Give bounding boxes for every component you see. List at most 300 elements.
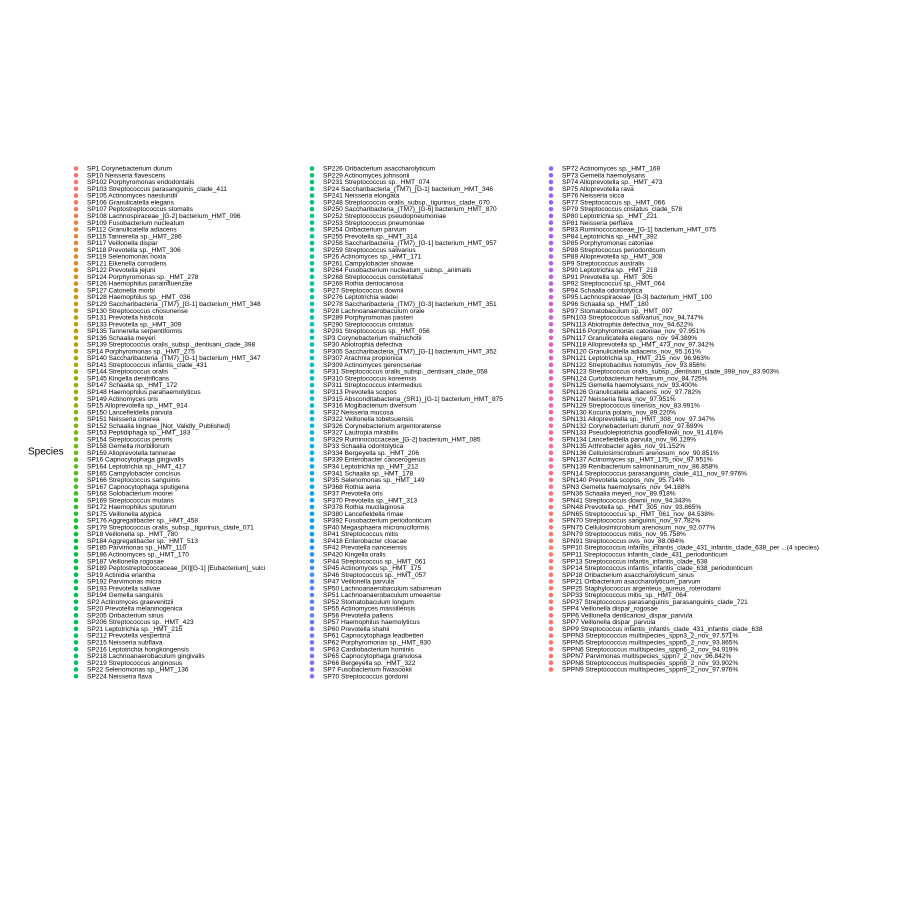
legend-label-1-74: SP7 Fusobacterium hwasookii [323,666,412,674]
legend-label-0-46: SP166 Streptococcus sanguinis [87,477,181,485]
legend-label-0-52: SP176 Aggregatibacter sp._HMT_458 [87,517,199,525]
legend-label-0-41: SP158 Gemella morbillorum [87,443,170,451]
legend-label-1-42: SP334 Bergeyella sp._HMT_206 [323,449,420,457]
legend-label-2-17: SP92 Streptococcus sp._HMT_064 [562,280,665,288]
legend-label-2-6: SP79 Streptococcus cristatus_clade_578 [562,206,683,214]
legend-label-2-35: SPN129 Streptococcus sinensis_nov_83.991% [562,402,700,410]
legend-label-0-17: SP126 Haemophilus parainfluenzae [87,280,193,288]
legend-key-2-56 [549,545,554,550]
legend-key-2-7 [549,214,554,219]
legend-key-1-73 [310,660,315,665]
legend-key-2-14 [549,261,554,266]
legend-label-1-59: SP45 Actinomyces sp._HMT_175 [323,565,422,573]
legend-key-1-16 [310,275,315,280]
legend-key-0-50 [74,505,79,510]
legend-label-1-60: SP46 Streptococcus sp._HMT_057 [323,571,426,579]
legend-label-2-30: SPN123 Streptococcus oralis_subsp._dentisani_clade_398_nov_83.903% [562,368,780,376]
legend-label-0-12: SP118 Prevotella sp._HMT_306 [87,246,181,254]
legend-key-2-31 [549,376,554,381]
legend-key-2-69 [549,633,554,638]
legend-label-2-33: SPN126 Granulicatella adiacens_nov_97.782% [562,389,701,397]
legend-label-1-47: SP368 Rothia aeria [323,483,381,491]
legend-key-0-47 [74,484,79,489]
legend-key-0-20 [74,302,79,307]
legend-key-2-9 [549,227,554,232]
legend-key-0-37 [74,417,79,422]
legend-key-2-22 [549,315,554,320]
legend-label-2-60: SPP18 Oribacterium asaccharolyticum_sinus [562,571,694,579]
legend-label-2-36: SPN130 Kocuria polaris_nov_89.220% [562,409,676,417]
legend-key-1-22 [310,315,315,320]
legend-key-1-65 [310,606,315,611]
legend-label-2-11: SP85 Porphyromonas catoniae [562,240,654,248]
legend-key-1-19 [310,295,315,300]
legend-key-0-3 [74,187,79,192]
legend-key-2-10 [549,234,554,239]
legend-key-1-68 [310,627,315,632]
legend-label-2-2: SP74 Alloprevotella sp._HMT_473 [562,179,663,187]
legend-label-2-27: SPN120 Granulicatella adiacens_nov_95.161% [562,348,701,356]
legend-label-0-62: SP193 Prevotella salivae [87,585,161,593]
legend-label-1-17: SP269 Rothia dentocariosa [323,280,404,288]
legend-label-0-18: SP127 Catonella morbi [87,287,155,295]
legend-key-2-26 [549,342,554,347]
legend-label-2-37: SPN131 Alloprevotella sp._HMT_308_nov_97.347% [562,416,715,424]
legend-label-0-33: SP148 Haemophilus parahaemolyticus [87,389,201,397]
legend-key-1-15 [310,268,315,273]
legend-label-0-16: SP124 Porphyromonas sp._HMT_278 [87,273,199,281]
legend-label-0-71: SP216 Leptotrichia hongkongensis [87,646,189,654]
legend-label-0-0: SP1 Corynebacterium durum [87,165,173,173]
legend-key-1-45 [310,471,315,476]
legend-key-0-68 [74,627,79,632]
legend-label-1-1: SP229 Actinomyces johnsonii [323,172,410,180]
legend-key-1-33 [310,390,315,395]
legend-label-2-13: SP89 Alloprevotella sp._HMT_308 [562,253,663,261]
legend-key-1-43 [310,457,315,462]
legend-label-2-69: SPPN3 Streptococcus multispecies_sppn3_2_nov_97.571% [562,632,739,640]
legend-label-1-5: SP248 Streptococcus oralis_subsp._tigurinus_clade_070 [323,199,490,207]
legend-key-0-30 [74,369,79,374]
legend-label-0-47: SP167 Capnocytophaga sputigena [87,483,189,491]
legend-label-2-29: SPN122 Streptobacillus notomytis_nov_93.856% [562,361,706,369]
legend-label-2-61: SPP21 Oribacterium asaccharolyticum_parvum [562,578,701,586]
legend-label-1-37: SP322 Veillonella tobetsuensis [323,416,414,424]
legend-label-0-32: SP147 Schaalia sp._HMT_172 [87,382,178,390]
legend-key-0-69 [74,633,79,638]
legend-key-2-74 [549,667,554,672]
legend-key-2-48 [549,491,554,496]
legend-label-0-72: SP218 Lachnoanaerobaculum gingivalis [87,653,205,661]
legend-label-2-28: SPN121 Leptotrichia sp._HMT_215_nov_96.963% [562,355,710,363]
legend-label-1-75: SP70 Streptococcus gordonii [323,673,409,681]
legend-label-2-32: SPN125 Gemella haemolysans_nov_93.400% [562,382,698,390]
legend-key-0-42 [74,451,79,456]
legend-label-0-57: SP186 Actinomyces sp._HMT_170 [87,551,189,559]
legend-key-0-41 [74,444,79,449]
legend-label-2-21: SP97 Stomatobaculum sp._HMT_097 [562,307,673,315]
legend-key-2-16 [549,275,554,280]
legend-label-1-2: SP231 Streptococcus sp._HMT_074 [323,179,430,187]
legend-key-0-67 [74,620,79,625]
legend-label-1-10: SP255 Prevotella sp._HMT_314 [323,233,418,241]
legend-key-0-64 [74,599,79,604]
legend-label-2-3: SP75 Alloprevotella rava [562,185,634,193]
legend-label-0-40: SP154 Streptococcus peroris [87,436,173,444]
legend-key-1-5 [310,200,315,205]
legend-label-0-35: SP15 Alloprevotella sp._HMT_914 [87,402,188,410]
legend-label-2-41: SPN135 Arthrobacter agilis_nov_91.152% [562,443,686,451]
legend-label-0-44: SP164 Leptotrichia sp._HMT_417 [87,463,186,471]
legend-key-2-40 [549,437,554,442]
legend-key-0-9 [74,227,79,232]
legend-key-2-70 [549,640,554,645]
legend-key-0-23 [74,322,79,327]
legend-key-0-49 [74,498,79,503]
legend-label-1-69: SP61 Capnocytophaga leadbetteri [323,632,424,640]
legend-label-2-19: SP95 Lachnospiraceae_[G-3] bacterium_HMT_100 [562,294,712,302]
legend-label-0-75: SP224 Neisseria flava [87,673,152,681]
legend-label-2-67: SPP7 Veillonella dispar_parvula [562,619,656,627]
legend-key-1-7 [310,214,315,219]
legend-label-1-36: SP32 Neisseria mucosa [323,409,394,417]
legend-label-0-27: SP14 Porphyromonas sp._HMT_275 [87,348,195,356]
legend-label-0-1: SP10 Neisseria flavescens [87,172,166,180]
legend-key-0-60 [74,572,79,577]
legend-key-1-58 [310,559,315,564]
legend-label-2-71: SPPN6 Streptococcus multispecies_sppn6_2_nov_94.919% [562,646,739,654]
legend-label-2-38: SPN132 Corynebacterium durum_nov_97.699% [562,422,704,430]
legend-key-1-64 [310,599,315,604]
legend-label-2-65: SPP4 Veillonella dispar_rogosae [562,605,658,613]
legend-key-1-11 [310,241,315,246]
legend-key-1-36 [310,410,315,415]
legend-key-2-47 [549,484,554,489]
legend-label-0-31: SP145 Kingella denitrificans [87,375,170,383]
legend-key-1-69 [310,633,315,638]
legend-key-0-0 [74,166,79,171]
legend-key-0-16 [74,275,79,280]
legend-label-1-49: SP370 Prevotella sp._HMT_313 [323,497,418,505]
legend-key-0-32 [74,383,79,388]
legend-key-0-27 [74,349,79,354]
legend-key-2-32 [549,383,554,388]
legend-key-0-35 [74,403,79,408]
legend-label-0-36: SP150 Lancefieldella parvula [87,409,173,417]
legend-label-0-69: SP212 Prevotella vespertina [87,632,171,640]
legend-label-1-11: SP258 Saccharibacteria_(TM7)_[G-1] bacterium_HMT_957 [323,240,497,248]
legend-key-0-31 [74,376,79,381]
legend-label-1-7: SP252 Streptococcus pseudopneumoniae [323,212,447,220]
legend-label-1-68: SP60 Prevotella shahii [323,625,390,633]
legend-label-1-56: SP42 Prevotella nanceiensis [323,544,407,552]
legend-key-1-59 [310,566,315,571]
legend-key-0-62 [74,586,79,591]
legend-key-1-25 [310,335,315,340]
legend-key-0-48 [74,491,79,496]
legend-label-0-55: SP184 Aggregatibacter sp._HMT_513 [87,537,199,545]
legend-key-2-3 [549,187,554,192]
legend-label-2-22: SPN103 Streptococcus salivarius_nov_94.747% [562,314,704,322]
legend-label-1-63: SP51 Lachnoanaerobaculum umeaense [323,592,441,600]
legend-label-1-30: SP31 Streptococcus oralis_subsp._dentisani_clade_058 [323,368,488,376]
legend-label-1-3: SP24 Saccharibacteria_(TM7)_[G-1] bacterium_HMT_346 [323,185,494,193]
legend-key-1-49 [310,498,315,503]
legend-key-1-14 [310,261,315,266]
legend-label-0-73: SP219 Streptococcus anginosus [87,659,183,667]
legend-key-0-56 [74,545,79,550]
legend-label-1-58: SP44 Streptococcus sp._HMT_061 [323,558,426,566]
legend-label-0-43: SP16 Capnocytophaga gingivalis [87,456,184,464]
legend-key-1-3 [310,187,315,192]
legend-label-0-38: SP152 Schaalia lingnae_[Not_Validly_Published] [87,422,230,430]
legend-key-2-37 [549,417,554,422]
legend-key-2-29 [549,363,554,368]
legend-key-0-65 [74,606,79,611]
legend-label-2-44: SPN139 Renibacterium salmoninarum_nov_86.858% [562,463,719,471]
legend-key-2-18 [549,288,554,293]
legend-key-2-49 [549,498,554,503]
legend-key-0-36 [74,410,79,415]
legend-label-1-16: SP268 Streptococcus constellatus [323,273,424,281]
legend-key-2-5 [549,200,554,205]
legend-label-1-39: SP327 Lautropia mirabilis [323,429,399,437]
legend-key-2-52 [549,518,554,523]
legend-key-2-62 [549,586,554,591]
legend-label-2-56: SPP10 Streptococcus infantis_infantis_clade_431_infantis_clade_638_per ...(4 species) [562,544,819,552]
legend-label-2-58: SPP13 Streptococcus infantis_infantis_clade_638 [562,558,708,566]
legend-label-1-73: SP66 Bergeyella sp._HMT_322 [323,659,416,667]
legend-title: Species [28,446,64,458]
legend-label-1-31: SP310 Streptococcus koreensis [323,375,417,383]
legend-label-0-2: SP102 Porphyromonas endodontalis [87,179,195,187]
legend-key-2-35 [549,403,554,408]
legend-key-1-62 [310,586,315,591]
legend-key-1-42 [310,451,315,456]
legend-label-2-9: SP83 Ruminococcaceae_[G-1] bacterium_HMT_075 [562,226,716,234]
legend-key-1-75 [310,674,315,679]
legend-key-1-67 [310,620,315,625]
legend-key-1-2 [310,180,315,185]
legend-key-1-41 [310,444,315,449]
legend-label-1-51: SP380 Lancefieldella rimae [323,510,404,518]
legend-key-0-45 [74,471,79,476]
legend-label-0-49: SP169 Streptococcus mutans [87,497,174,505]
legend-label-1-33: SP313 Prevotella scopos [323,389,397,397]
legend-key-0-18 [74,288,79,293]
legend-key-2-24 [549,329,554,334]
legend-key-1-72 [310,654,315,659]
legend-key-1-60 [310,572,315,577]
legend-label-2-24: SPN116 Porphyromonas catoniae_nov_97.951% [562,328,706,336]
legend-label-1-14: SP261 Campylobacter showae [323,260,414,268]
legend-label-1-38: SP326 Corynebacterium argentoratense [323,422,442,430]
legend-key-2-8 [549,220,554,225]
legend-label-1-34: SP315 Absconditabacteria_(SR1)_[G-1] bacterium_HMT_875 [323,395,503,403]
legend-label-0-23: SP133 Prevotella sp._HMT_309 [87,321,182,329]
legend-key-2-46 [549,478,554,483]
legend-key-0-25 [74,335,79,340]
legend-key-2-39 [549,430,554,435]
legend-label-1-19: SP276 Leptotrichia wadei [323,294,398,302]
legend-key-2-2 [549,180,554,185]
legend-label-0-37: SP151 Neisseria cinerea [87,416,160,424]
legend-key-1-71 [310,647,315,652]
legend-key-2-63 [549,593,554,598]
legend-key-0-72 [74,654,79,659]
legend-key-2-36 [549,410,554,415]
legend-label-0-34: SP149 Actinomyces oris [87,395,159,403]
legend-label-1-50: SP378 Rothia mucilaginosa [323,504,405,512]
legend-key-1-29 [310,363,315,368]
legend-label-1-43: SP339 Enterobacter cancerogenus [323,456,426,464]
legend-key-1-23 [310,322,315,327]
legend-label-2-0: SP72 Actinomyces sp._HMT_169 [562,165,661,173]
legend-label-0-60: SP19 Actinidia eriantha [87,571,156,579]
legend-label-1-6: SP250 Saccharibacteria_(TM7)_[G-6] bacterium_HMT_870 [323,206,497,214]
legend-label-0-20: SP129 Saccharibacteria_(TM7)_[G-1] bacterium_HMT_348 [87,301,261,308]
legend-label-0-42: SP159 Alloprevotella tannerae [87,449,176,457]
legend-label-1-8: SP253 Streptococcus pneumoniae [323,219,425,227]
legend-key-0-24 [74,329,79,334]
legend-key-2-57 [549,552,554,557]
legend-label-1-53: SP40 Megasphaera micronuciformis [323,524,430,532]
legend-label-0-67: SP206 Streptococcus sp._HMT_423 [87,619,194,627]
legend-key-2-67 [549,620,554,625]
legend-label-2-15: SP90 Leptotrichia sp._HMT_218 [562,267,658,275]
legend-label-0-28: SP140 Saccharibacteria_(TM7)_[G-1] bacterium_HMT_347 [87,355,261,363]
legend-label-0-45: SP165 Campylobacter concisus [87,470,181,478]
legend-label-0-70: SP215 Neisseria subflava [87,639,163,647]
legend-key-0-1 [74,173,79,178]
legend-key-2-68 [549,627,554,632]
legend-label-1-55: SP418 Enterobacter cloacae [323,537,407,545]
legend-label-0-10: SP115 Tannerella sp._HMT_286 [87,233,182,241]
legend-label-1-57: SP420 Kingella oralis [323,551,386,559]
legend-key-0-34 [74,396,79,401]
legend-key-0-70 [74,640,79,645]
legend-label-1-70: SP62 Porphyromonas sp._HMT_930 [323,639,431,647]
legend-label-2-51: SPN65 Streptococcus sp._HMT_061_nov_84.538% [562,510,714,518]
legend-label-0-54: SP18 Veillonella sp._HMT_780 [87,531,178,539]
legend-key-0-29 [74,363,79,368]
legend-label-2-73: SPPN8 Streptococcus multispecies_sppn8_2_nov_93.902% [562,659,739,667]
legend-key-0-15 [74,268,79,273]
legend-label-2-26: SPN118 Alloprevotella sp._HMT_473_nov_97.342% [562,341,715,349]
legend-key-1-54 [310,532,315,537]
legend-key-0-6 [74,207,79,212]
legend-key-2-25 [549,335,554,340]
legend-key-0-8 [74,220,79,225]
legend-label-2-68: SPP9 Streptococcus infantis_infantis_clade_431_infantis_clade_638 [562,625,763,633]
legend-label-0-30: SP144 Streptococcus oralis [87,368,168,376]
legend-key-0-39 [74,430,79,435]
legend-key-1-48 [310,491,315,496]
legend-key-2-21 [549,308,554,313]
legend-key-2-41 [549,444,554,449]
legend-key-2-61 [549,579,554,584]
legend-label-2-53: SPN75 Cellulosimicrobium arenosum_nov_92.077% [562,524,716,532]
legend-key-2-58 [549,559,554,564]
legend-key-0-51 [74,511,79,516]
legend-label-0-9: SP112 Granulicatella adiacens [87,226,177,234]
legend-key-2-51 [549,511,554,516]
legend-key-0-54 [74,532,79,537]
legend-key-1-61 [310,579,315,584]
legend-label-2-20: SP96 Schaalia sp._HMT_180 [562,301,649,308]
legend-key-0-75 [74,674,79,679]
legend-label-0-58: SP187 Veillonella rogosae [87,558,164,566]
legend-label-0-29: SP141 Streptococcus infantis_clade_431 [87,361,208,369]
legend-key-1-18 [310,288,315,293]
legend-key-1-51 [310,511,315,516]
legend-label-0-19: SP128 Haemophilus sp._HMT_036 [87,294,191,302]
legend-key-1-44 [310,464,315,469]
legend-label-2-52: SPN70 Streptococcus sanguinis_nov_97.782% [562,517,701,525]
legend-label-0-14: SP121 Eikenella corrodens [87,260,167,268]
legend-label-1-54: SP41 Streptococcus mitis [323,531,399,539]
legend-label-0-8: SP109 Fusobacterium nucleatum [87,219,185,227]
legend-label-1-46: SP35 Selenomonas sp._HMT_149 [323,477,425,485]
legend-label-1-40: SP329 Ruminococcaceae_[G-2] bacterium_HMT_085 [323,436,481,444]
legend-key-0-10 [74,234,79,239]
legend-label-2-40: SPN134 Lancefieldella parvula_nov_96.129% [562,436,697,444]
legend-key-1-13 [310,254,315,259]
legend-label-0-63: SP194 Gemella sanguinis [87,592,163,600]
legend-key-2-13 [549,254,554,259]
legend-key-1-12 [310,247,315,252]
legend-key-0-73 [74,660,79,665]
legend-key-1-50 [310,505,315,510]
legend-key-1-9 [310,227,315,232]
legend-key-0-2 [74,180,79,185]
legend-key-1-74 [310,667,315,672]
legend-key-0-52 [74,518,79,523]
legend-key-1-24 [310,329,315,334]
legend-label-2-45: SPN14 Streptococcus parasanguinis_clade_411_nov_97.976% [562,470,747,478]
legend-label-0-5: SP106 Granulicatella elegans [87,199,174,207]
legend-label-2-7: SP80 Leptotrichia sp._HMT_221 [562,212,658,220]
legend-label-2-50: SPN48 Prevotella sp._HMT_305_nov_93.865% [562,504,702,512]
legend-key-1-70 [310,640,315,645]
legend-key-0-7 [74,214,79,219]
legend-label-1-4: SP241 Neisseria elongata [323,192,400,200]
legend-key-2-65 [549,606,554,611]
legend-label-2-23: SPN113 Abiotrophia defectiva_nov_94.622% [562,321,694,329]
legend-key-2-0 [549,166,554,171]
legend-label-1-13: SP26 Actinomyces sp._HMT_171 [323,253,422,261]
legend-label-0-13: SP119 Selenomonas noxia [87,253,167,261]
legend-label-0-39: SP153 Peptidiphaga sp._HMT_183 [87,429,191,437]
legend-key-1-38 [310,423,315,428]
legend-key-1-63 [310,593,315,598]
legend-key-1-17 [310,281,315,286]
legend-label-2-62: SPP25 Staphylococcus argenteus_aureus_roterodami [562,585,721,593]
legend-label-2-34: SPN127 Neisseria flava_nov_97.951% [562,395,676,403]
legend-label-1-41: SP33 Schaalia odontolytica [323,443,404,451]
legend-key-1-34 [310,396,315,401]
legend-key-0-43 [74,457,79,462]
legend-label-2-57: SPP11 Streptococcus infantis_clade_431_periodonticum [562,551,728,559]
legend-label-2-16: SP91 Prevotella sp._HMT_305 [562,273,653,281]
legend-label-0-56: SP185 Parvimonas sp._HMT_110 [87,544,187,552]
legend-label-1-64: SP52 Stomatobaculum longum [323,598,414,606]
legend-key-2-60 [549,572,554,577]
legend-label-1-29: SP309 Actinomyces gerencseriae [323,361,422,369]
legend-key-0-5 [74,200,79,205]
legend-label-1-9: SP254 Oribacterium parvum [323,226,407,234]
legend-key-1-20 [310,302,315,307]
